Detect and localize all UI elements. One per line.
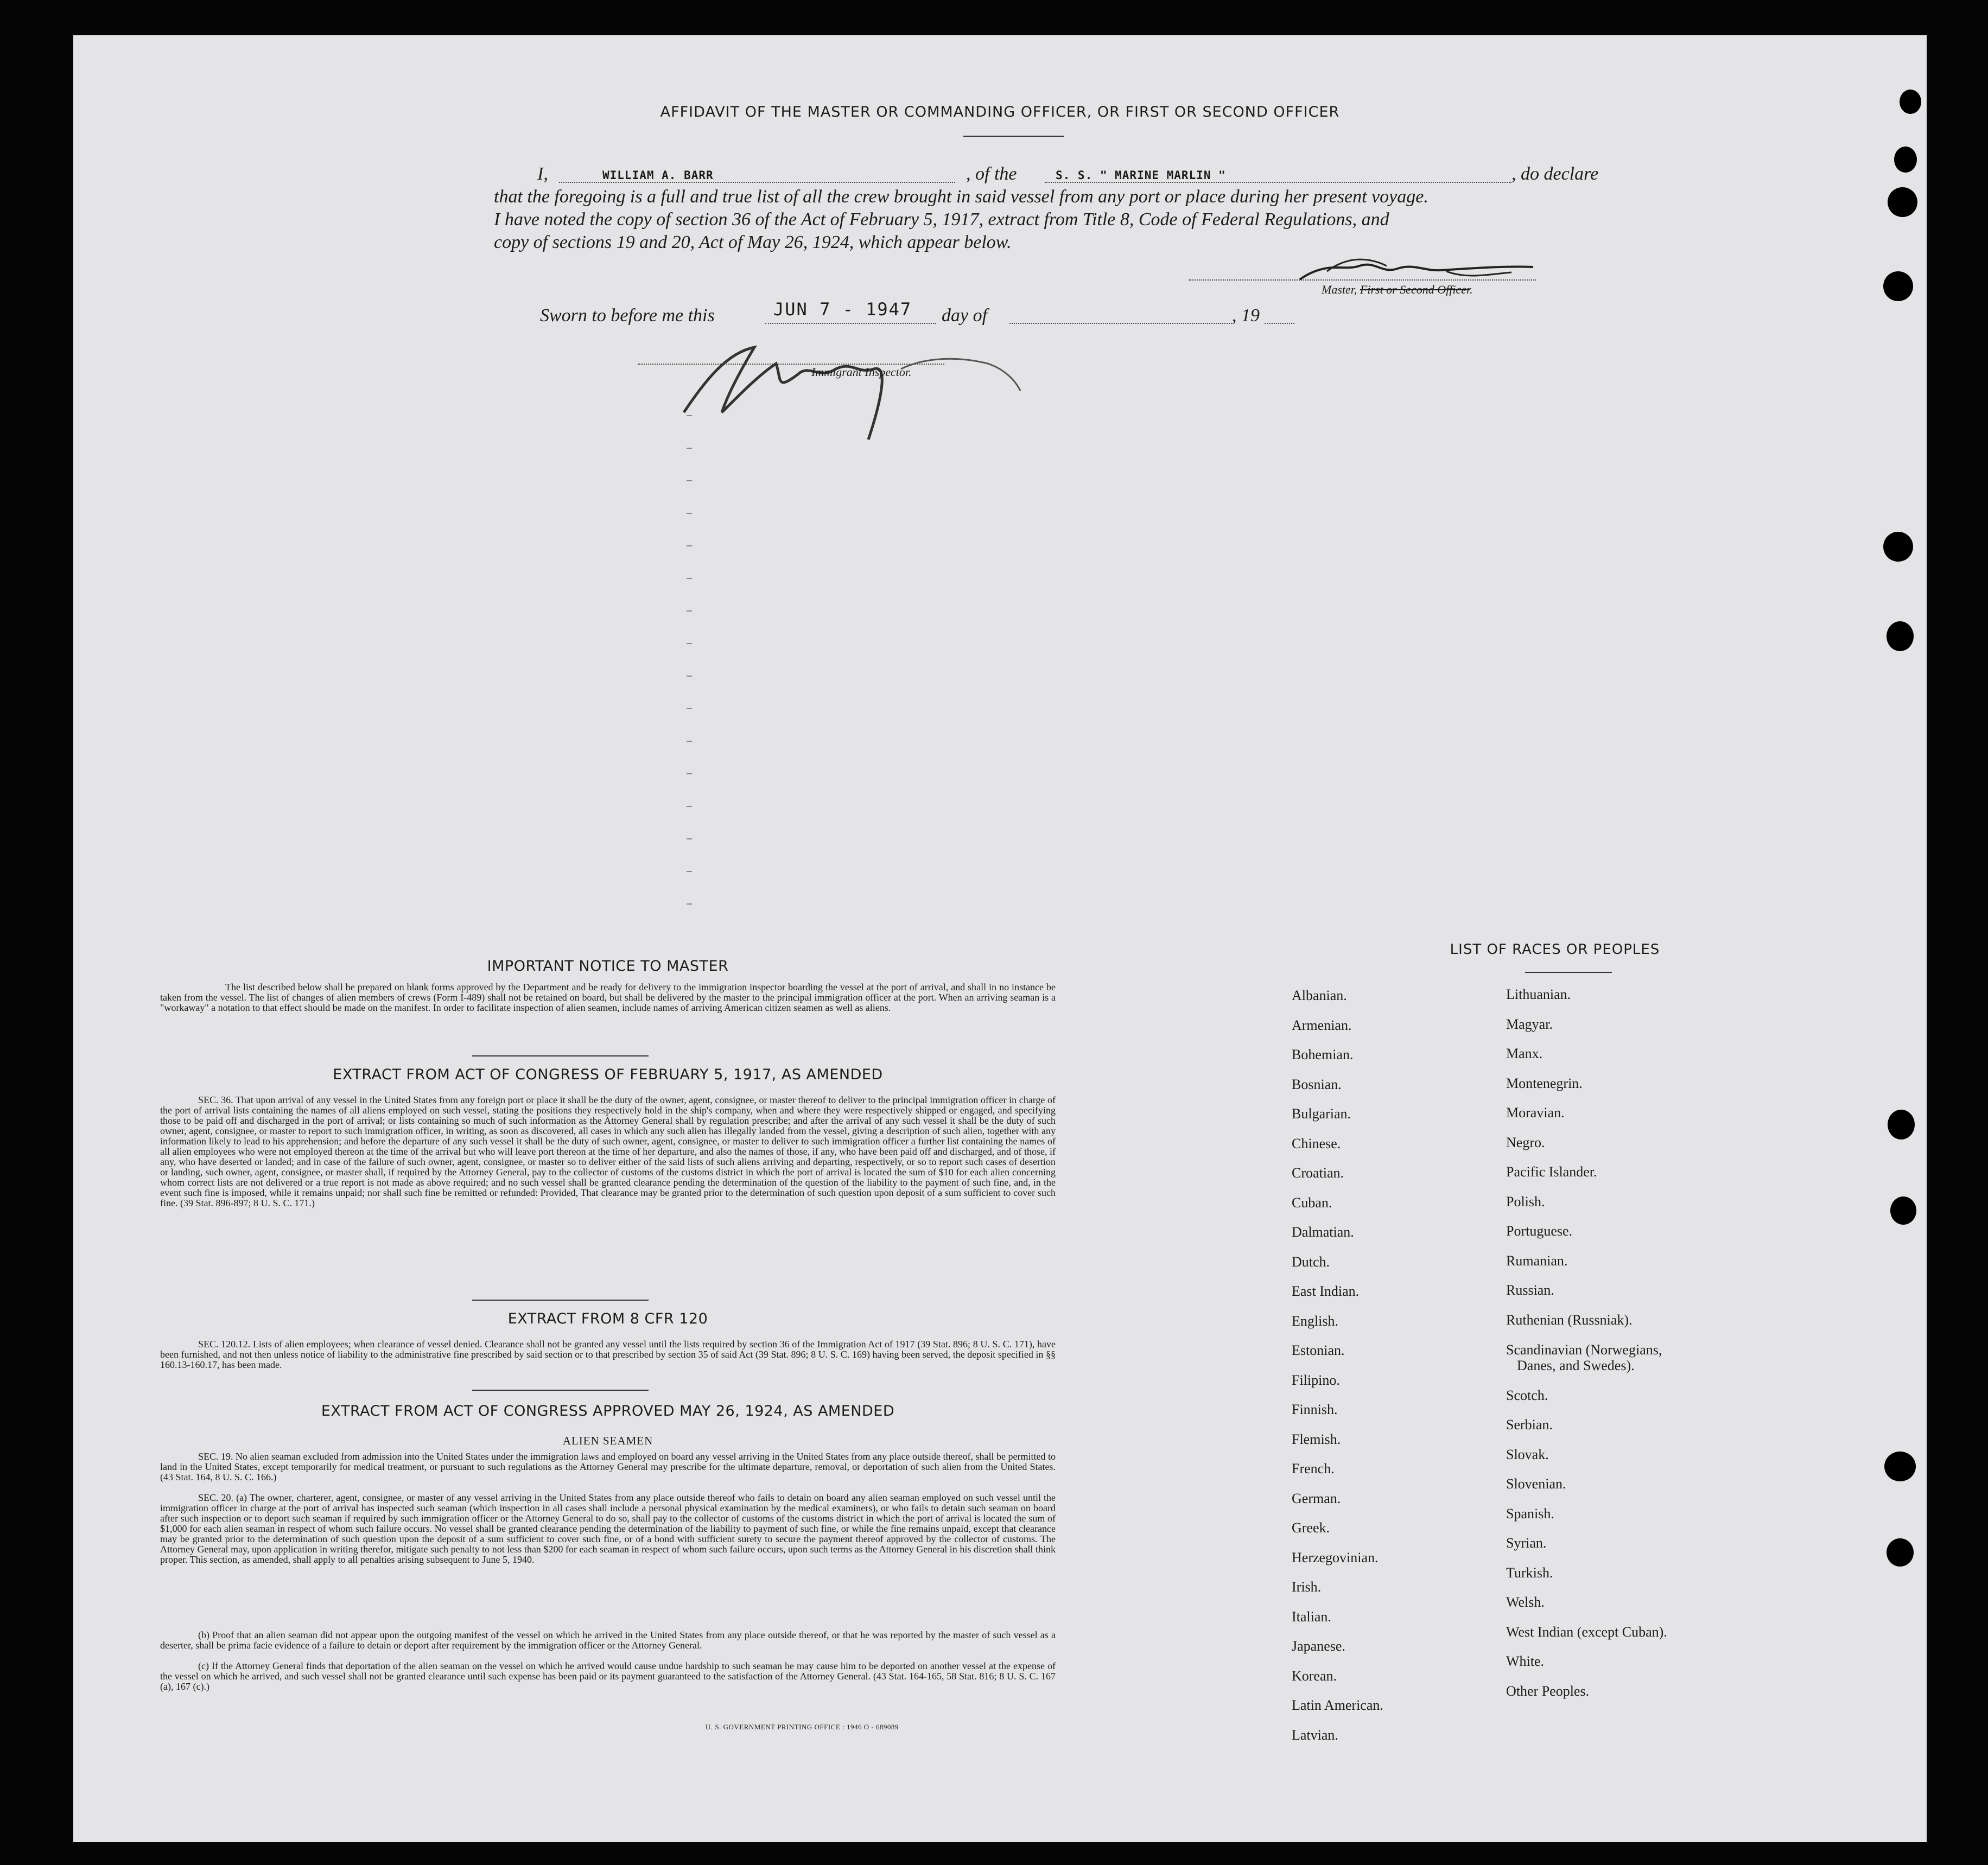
race-item: German.: [1292, 1490, 1341, 1506]
race-item: Dalmatian.: [1292, 1224, 1354, 1240]
i-label: I,: [537, 164, 548, 184]
binder-hole: [1900, 90, 1921, 114]
race-item: Serbian.: [1506, 1417, 1553, 1433]
extract-cfr-body: SEC. 120.12. Lists of alien employees; when clearance of vessel denied. Clearance shall not be granted any vessel until the lists required by section 36 of the Immigration Act of 1917 (39 Stat. 896; 8 U. S. C. 171), have been furnished, and not then unless notice of liability to the administrative fine prescribed by said section or to that prescribed by section 35 of said Act (39 Stat. 896; 8 U. S. C. 169) having been served, the deposit specified in §§ 160.13-160.17, has been made.: [160, 1339, 1056, 1370]
binder-hole: [1884, 1452, 1916, 1481]
race-item: Spanish.: [1506, 1505, 1554, 1522]
extract-cfr-title: EXTRACT FROM 8 CFR 120: [507, 1310, 708, 1327]
binder-hole: [1887, 621, 1914, 651]
sworn-date-stamp: JUN 7 - 1947: [773, 299, 912, 320]
of-the-label: , of the: [966, 164, 1017, 184]
printer-imprint: U. S. GOVERNMENT PRINTING OFFICE : 1946 O - 689089: [706, 1723, 899, 1731]
race-item: Estonian.: [1292, 1342, 1345, 1358]
sworn-date-line: [765, 323, 936, 324]
race-item: Italian.: [1292, 1608, 1331, 1625]
race-item: Welsh.: [1506, 1594, 1545, 1610]
race-item: Manx.: [1506, 1046, 1543, 1061]
inspector-label: Immigrant Inspector.: [811, 365, 912, 379]
binder-hole: [1887, 1538, 1914, 1567]
race-item: Scandinavian (Norwegians,: [1506, 1342, 1662, 1358]
races-left-column: [1292, 981, 1383, 1750]
notice-title: IMPORTANT NOTICE TO MASTER: [487, 958, 729, 975]
title-rule: [963, 136, 1064, 137]
binder-hole: [1883, 271, 1913, 301]
master-name-line: [559, 182, 955, 183]
race-item: Greek.: [1292, 1520, 1330, 1536]
race-item: Croatian.: [1292, 1165, 1344, 1181]
race-item: Bosnian.: [1292, 1076, 1342, 1092]
races-rule: [1525, 972, 1612, 973]
binder-hole: [1888, 187, 1917, 217]
race-item: English.: [1292, 1313, 1338, 1329]
month-line: [1009, 323, 1232, 324]
vessel-name-field: S. S. " MARINE MARLIN ": [1056, 169, 1226, 182]
sec-19-body: SEC. 19. No alien seaman excluded from admission into the United States under the immigration laws and employed on board any vessel arriving in the United States from any place outside thereof, shall be permitted to land in the United States, except temporarily for medical treatment, or pursuant to such regulations as the Attorney General may prescribe for the ultimate departure, removal, or deportation of such alien from the United States. (43 Stat. 164, 8 U. S. C. 166.): [160, 1451, 1056, 1482]
race-item: Montenegrin.: [1506, 1075, 1583, 1091]
master-signature: [1294, 250, 1539, 288]
race-item: Magyar.: [1506, 1016, 1553, 1032]
form-page: [73, 35, 1927, 1842]
vessel-name-line: [1045, 182, 1511, 183]
race-item: Bulgarian.: [1292, 1106, 1351, 1122]
races-right-column: [1506, 980, 1667, 1706]
race-item: Ruthenian (Russniak).: [1506, 1312, 1633, 1328]
race-item: Scotch.: [1506, 1387, 1548, 1403]
race-item: Lithuanian.: [1506, 986, 1571, 1002]
race-item: Syrian.: [1506, 1535, 1547, 1551]
master-name-field: WILLIAM A. BARR: [602, 169, 714, 182]
do-declare-label: , do declare: [1511, 164, 1599, 184]
extract-1917-title: EXTRACT FROM ACT OF CONGRESS OF FEBRUARY 5, 1917, AS AMENDED: [333, 1066, 883, 1083]
race-item: Armenian.: [1292, 1017, 1352, 1033]
extract-1917-body: SEC. 36. That upon arrival of any vessel in the United States from any foreign port or place it shall be the duty of the owner, agent, consignee, or master thereof to deliver to the principal immigration officer in charge of the port of arrival lists containing the names of all aliens employed on such vessel, stating the positions they respectively hold in the ship's company, when and where they were respectively shipped or engaged, and specifying those to be paid off and discharged in the port of arrival; or lists containing so much of such information as the Attorney General shall by regulation prescribe; and after the arrival of any such vessel it shall be the duty of such owner, agent, consignee, or master to report to such immigration officer, in writing, as soon as discovered, all cases in which any such alien has illegally landed from the vessel, giving a description of such alien, together with any information likely to lead to his apprehension; and before the departure of any such vessel it shall be the duty of such owner, agent, consignee, or master to deliver to such immigration officer a further list containing the names of all alien employees who were not employed thereon at the time of the arrival but who will leave port thereon at the time of her departure, and also the names of those, if any, who have been paid off and discharged, and of those, if any, who have deserted or landed; and in case of the failure of such owner, agent, consignee, or master so to deliver either of the said lists of such aliens arriving and departing, respectively, or so to report such cases of desertion or landing, such owner, agent, consignee, or master shall, if required by the Attorney General, pay to the collector of customs of the customs district in which the port of arrival is located the sum of $10 for each alien concerning whom correct lists are not delivered or a true report is not made as above required; and no such vessel shall be granted clearance pending the determination of the question of the liability to the payment of such fine, and, in the event such fine is imposed, while it remains unpaid; nor shall such fine be remitted or refunded: Provided, That clearance may be granted prior to the determination of such question upon deposit of a sum sufficient to cover such fine. (39 Stat. 896-897; 8 U. S. C. 171.): [160, 1094, 1056, 1208]
race-item: Russian.: [1506, 1282, 1554, 1298]
master-title-label: Master, First or Second Officer.: [1322, 283, 1473, 296]
race-item: Herzegovinian.: [1292, 1549, 1379, 1565]
race-item: Turkish.: [1506, 1564, 1553, 1581]
race-item: French.: [1292, 1461, 1335, 1476]
race-item: Other Peoples.: [1506, 1683, 1590, 1699]
race-item: Irish.: [1292, 1579, 1322, 1595]
race-item: Pacific Islander.: [1506, 1164, 1597, 1180]
race-item: Moravian.: [1506, 1105, 1565, 1121]
race-item: Latvian.: [1292, 1727, 1338, 1743]
race-item: Korean.: [1292, 1667, 1337, 1684]
sworn-label: Sworn to before me this: [540, 305, 715, 326]
race-item: Danes, and Swedes).: [1517, 1358, 1635, 1373]
race-item: Portuguese.: [1506, 1223, 1573, 1239]
races-title: LIST OF RACES OR PEOPLES: [1450, 941, 1660, 958]
affidavit-line-2: that the foregoing is a full and true list of all the crew brought in said vessel from any port or place during her present voyage.: [494, 187, 1428, 207]
sec-20a-body: SEC. 20. (a) The owner, charterer, agent, consignee, or master of any vessel arriving in the United States from any place outside thereof who fails to detain on board any alien seaman employed on such vessel until the immigration officer in charge at the port of arrival has inspected such seaman (which inspection in all cases shall include a personal physical examination by the medical examiners), or who fails to detain such seaman on board after such inspection or to deport such seaman if required by such immigration officer or the Attorney General to do so, shall pay to the collector of customs of the customs district in which the port of arrival is located the sum of $1,000 for each alien seaman in respect of whom such failure occurs. No vessel shall be granted clearance pending the determination of the liability to payment of such fine, or while the fine remains unpaid, except that clearance may be granted prior to the determination of such question upon the deposit of a sum sufficient to cover such fine, or of a bond with sufficient surety to secure the payment thereof approved by the collector of customs. The Attorney General may, upon application in writing therefor, mitigate such penalty to not less than $200 for each seaman in respect of whom such failure occurs, upon such terms as the Attorney General in his discretion shall think proper. This section, as amended, shall apply to all penalties arising subsequent to June 5, 1940.: [160, 1492, 1056, 1565]
binder-hole: [1894, 147, 1917, 173]
extract-cfr-rule: [472, 1390, 649, 1391]
binder-hole: [1890, 1196, 1916, 1225]
race-item: White.: [1506, 1653, 1545, 1669]
notice-rule: [472, 1055, 649, 1056]
race-item: Latin American.: [1292, 1697, 1383, 1713]
year-line: [1265, 323, 1294, 324]
race-item: Negro.: [1506, 1134, 1545, 1150]
race-item: Flemish.: [1292, 1431, 1341, 1447]
race-item: Cuban.: [1292, 1194, 1332, 1211]
race-item: Albanian.: [1292, 988, 1347, 1003]
notice-body: The list described below shall be prepared on blank forms approved by the Department and be ready for delivery to the immigration inspector boarding the vessel at the port of arrival, and shall in no instance be taken from the vessel. The list of changes of alien members of crews (Form I-489) shall not be retained on board, but shall be delivered by the master to the principal immigration officer at the port. When an arriving seaman is a "workaway" a notation to that effect should be made on the manifest. In order to facilitate inspection of alien seamen, include names of arriving American citizen seamen as well as aliens.: [160, 982, 1056, 1013]
binder-hole: [1883, 532, 1913, 562]
extract-1924-title: EXTRACT FROM ACT OF CONGRESS APPROVED MAY 26, 1924, AS AMENDED: [321, 1403, 895, 1420]
race-item: Filipino.: [1292, 1372, 1340, 1388]
binder-hole: [1888, 1110, 1915, 1140]
race-item: Bohemian.: [1292, 1047, 1354, 1062]
race-item: Finnish.: [1292, 1402, 1338, 1417]
race-item: Japanese.: [1292, 1638, 1345, 1654]
year-label: , 19: [1232, 305, 1260, 326]
affidavit-line-4: copy of sections 19 and 20, Act of May 26, 1924, which appear below.: [494, 232, 1012, 252]
race-item: Slovenian.: [1506, 1476, 1566, 1492]
sec-20c-body: (c) If the Attorney General finds that deportation of the alien seaman on the vessel on which he arrived would cause undue hardship to such seaman he may cause him to be deported on another vessel at the expense of the vessel on which he arrived, and such vessel shall not be granted clearance until such expense has been paid or its payment guaranteed to the satisfaction of the Attorney General. (43 Stat. 164-165, 58 Stat. 816; 8 U. S. C. 167 (a), 167 (c).): [160, 1660, 1056, 1692]
race-item: East Indian.: [1292, 1283, 1360, 1299]
sec-20b-body: (b) Proof that an alien seaman did not appear upon the outgoing manifest of the vessel on which he arrived in the United States from any place outside thereof, or that he was reported by the master of such vessel as a deserter, shall be prima facie evidence of a failure to detain or deport after requirement by the immigration officer or the Attorney General.: [160, 1630, 1056, 1651]
race-item: Rumanian.: [1506, 1252, 1568, 1269]
race-item: Chinese.: [1292, 1135, 1341, 1151]
race-item: Dutch.: [1292, 1253, 1330, 1270]
race-item: Slovak.: [1506, 1446, 1549, 1462]
affidavit-line-3: I have noted the copy of section 36 of the Act of February 5, 1917, extract from Title 8, Code of Federal Regulations, and: [494, 209, 1389, 230]
alien-seamen-subtitle: ALIEN SEAMEN: [562, 1434, 653, 1447]
day-of-label: day of: [942, 305, 988, 326]
extract-1917-rule: [472, 1300, 649, 1301]
race-item: West Indian (except Cuban).: [1506, 1624, 1667, 1640]
race-item: Polish.: [1506, 1193, 1545, 1210]
affidavit-title: AFFIDAVIT OF THE MASTER OR COMMANDING OFFICER, OR FIRST OR SECOND OFFICER: [660, 104, 1340, 120]
inspector-signature: [673, 331, 1042, 456]
